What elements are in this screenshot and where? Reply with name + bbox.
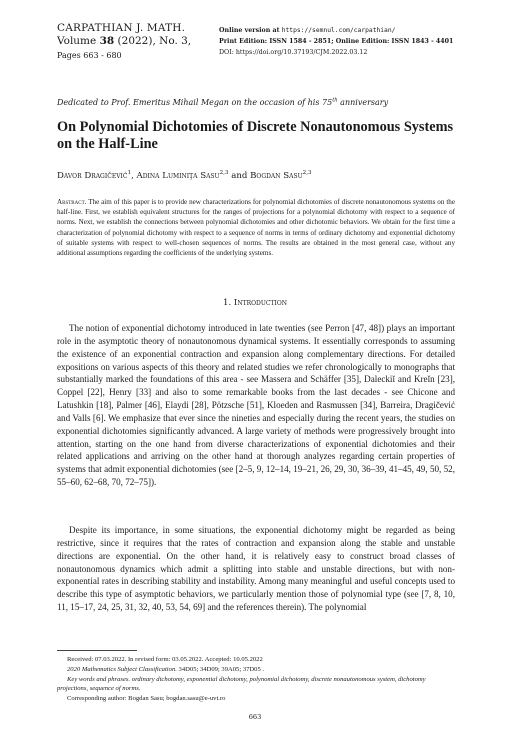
- dedication: Dedicated to Prof. Emeritus Mihail Megan on the occasion of his 75th anniversary: [57, 97, 389, 107]
- abstract-label: Abstract.: [57, 198, 87, 206]
- online-version: Online version at https://semnul.com/carpathian/: [219, 27, 396, 34]
- issn-line: Print Edition: ISSN 1584 - 2851; Online Edition: ISSN 1843 - 4401: [219, 38, 454, 46]
- body-paragraph: The notion of exponential dichotomy introduced in late twenties (see Perron [47, 48]) plays an important role in the asymptotic theory of nonautonomous dynamical systems. It essentially corresponds to assuming the existence of an exponential contraction and expansion along complementary directions. For detailed expositions on various aspects of this theory and related studies we refer chronologically to monographs that substantially marked the foundations of this area - see Massera and Schäffer [35], Daleckiĭ and Kreĭn [23], Coppel [22], Henry [33] and also to some remarkable books from the last decades - see Chicone and Latushkin [18], Palmer [46], Elaydi [28], Pötzsche [51], Kloeden and Rasmussen [34], Barreira, Dragičević and Valls [6]. We emphasize that ever since the nineties and especially during the recent years, the studies on exponential dichotomies significantly advanced. A large variety of methods were progressively brought into attention, starting on the one hand from diverse characterizations of exponential dichotomies and their related applications and arriving on the other hand at thorough analyzes regarding certain properties of systems that admit exponential dichotomies (see [2–5, 9, 12–14, 19–21, 26, 29, 30, 36–39, 41–45, 49, 50, 52, 55–60, 62–68, 70, 72–75]).: [57, 323, 455, 488]
- author-name: Adina Luminiţa Sasu: [136, 171, 220, 181]
- received-dates: Received: 07.03.2022. In revised form: 03.05.2022. Accepted: 10.05.2022: [67, 656, 263, 663]
- publication-info: [219, 25, 469, 59]
- footnotes: [57, 655, 455, 704]
- abstract-text: The aim of this paper is to provide new characterizations for polynomial dichotomies of discrete nonautonomous systems on the half-line. First, we establish equivalent structures for the ranges of projections for a polynomial dichotomy with respect to a sequence of norms. Next, we establish the connections between polynomial dichotomies and other dichotomic behaviors. We obtain for the first time a characterization of polynomial dichotomy with respect to a sequence of norms in terms of ordinary dichotomy and exponential dichotomy of suitable systems with respect to well-chosen sequences of norms. The results are obtained in the most general case, without any additional assumptions regarding the coefficients of the underlying systems.: [57, 198, 455, 258]
- journal-header: [57, 22, 217, 61]
- journal-pages: Pages 663 - 680: [57, 51, 122, 60]
- page-number: 663: [248, 713, 262, 721]
- author-list: Davor Dragičević$^1$, Adina Luminiţa Sasu$^{2,3}$ and Bogdan Sasu$^{2,3}$: [57, 170, 312, 181]
- msc-classification: 2020 Mathematics Subject Classification. 34D05; 34D09; 39A05; 37D05 .: [67, 665, 265, 673]
- corresponding-author: Corresponding author: Bogdan Sasu; bogdan.sasu@e-uvt.ro: [67, 695, 226, 703]
- section-heading: 1. Introduction: [222, 298, 288, 308]
- online-url-link[interactable]: https://semnul.com/carpathian/: [281, 27, 396, 34]
- paper-title: On Polynomial Dichotomies of Discrete Nonautonomous Systems on the Half-Line: [57, 119, 454, 152]
- abstract: [57, 197, 455, 258]
- footnote-divider: [57, 650, 137, 651]
- doi-link[interactable]: DOI: https://doi.org/10.37193/CJM.2022.03.12: [219, 49, 368, 57]
- keywords: Key words and phrases. ordinary dichotomy, exponential dichotomy, polynomial dichotomy, discrete nonautonomous system, dichotomy projections, sequence of norms.: [57, 675, 426, 693]
- journal-name: CARPATHIAN J. MATH.: [57, 22, 186, 34]
- author-name: Davor Dragičević: [57, 171, 128, 181]
- body-paragraph: Despite its importance, in some situations, the exponential dichotomy might be regarded as being restrictive, since it requires that the rates of contraction and expansion along the stable and unstable directions are exponential. On the other hand, it is relatively easy to construct broad classes of nonautonomous dynamics which admit a splitting into stable and unstable directions, but with non-exponential rates in describing stability and instability. Among many meaningful and useful concepts used to describe this type of asymptotic behaviors, we particularly mention those of polynomial type (see [7, 8, 10, 11, 15–17, 24, 25, 31, 32, 40, 53, 54, 69] and the references therein). The polynomial: [57, 525, 455, 613]
- author-name: Bogdan Sasu: [250, 171, 303, 181]
- journal-volume: Volume 38 (2022), No. 3,: [57, 35, 192, 47]
